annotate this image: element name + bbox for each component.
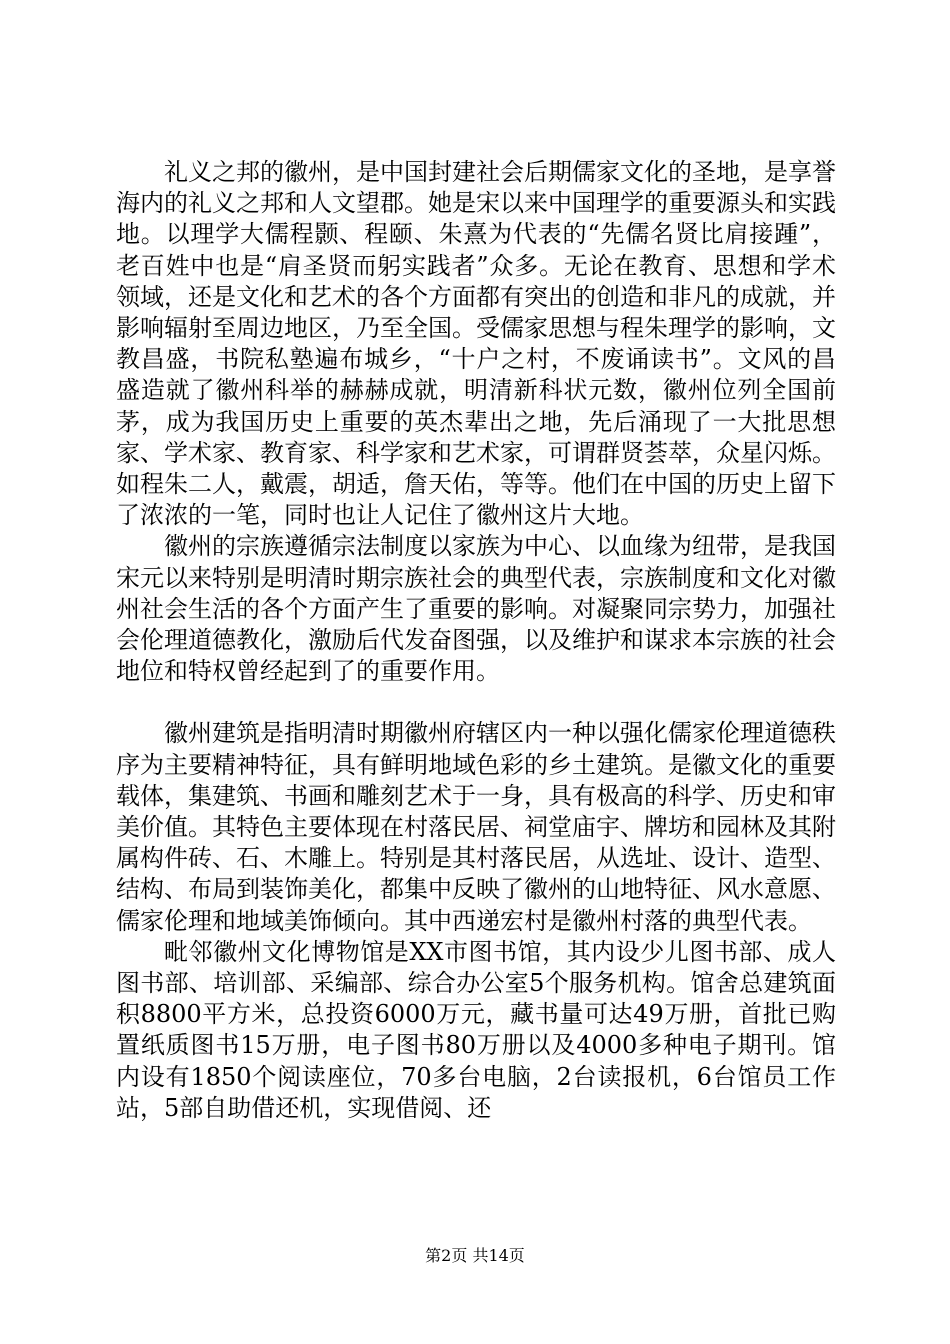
page-footer: [0, 1246, 950, 1266]
page-number-label: 第2页 共14页: [425, 1246, 525, 1265]
body-text: [116, 157, 836, 1124]
paragraph-clan: 徽州的宗族遵循宗法制度以家族为中心、以血缘为纽带，是我国宋元以来特别是明清时期宗族社会的典型代表，宗族制度和文化对徽州社会生活的各个方面产生了重要的影响。对凝聚同宗势力，加强社会伦理道德教化，激励后代发奋图强，以及维护和谋求本宗族的社会地位和特权曾经起到了的重要作用。: [116, 532, 836, 686]
paragraph-architecture: 徽州建筑是指明清时期徽州府辖区内一种以强化儒家伦理道德秩序为主要精神特征，具有鲜明地域色彩的乡土建筑。是徽文化的重要载体，集建筑、书画和雕刻艺术于一身，具有极高的科学、历史和审美价值。其特色主要体现在村落民居、祠堂庙宇、牌坊和园林及其附属构件砖、石、木雕上。特别是其村落民居，从选址、设计、造型、结构、布局到装饰美化，都集中反映了徽州的山地特征、风水意愿、儒家伦理和地域美饰倾向。其中西递宏村是徽州村落的典型代表。: [116, 719, 836, 935]
paragraph-spacer: [116, 687, 836, 718]
paragraph-library: 毗邻徽州文化博物馆是XX市图书馆，其内设少儿图书部、成人图书部、培训部、采编部、综合办公室5个服务机构。馆舍总建筑面积8800平方米，总投资6000万元，藏书量可达49万册，首批已购置纸质图书15万册，电子图书80万册以及4000多种电子期刊。馆内设有1850个阅读座位，70多台电脑，2台读报机，6台馆员工作站，5部自助借还机，实现借阅、还: [116, 937, 836, 1122]
paragraph-etiquette: 礼义之邦的徽州，是中国封建社会后期儒家文化的圣地，是享誉海内的礼义之邦和人文望郡。她是宋以来中国理学的重要源头和实践地。以理学大儒程颢、程颐、朱熹为代表的“先儒名贤比肩接踵”，老百姓中也是“肩圣贤而躬实践者”众多。无论在教育、思想和学术领域，还是文化和艺术的各个方面都有突出的创造和非凡的成就，并影响辐射至周边地区，乃至全国。受儒家思想与程朱理学的影响，文教昌盛，书院私塾遍布城乡，“十户之村，不废诵读书”。文风的昌盛造就了徽州科举的赫赫成就，明清新科状元数，徽州位列全国前茅，成为我国历史上重要的英杰辈出之地，先后涌现了一大批思想家、学术家、教育家、科学家和艺术家，可谓群贤荟萃，众星闪烁。如程朱二人，戴震，胡适，詹天佑，等等。他们在中国的历史上留下了浓浓的一笔，同时也让人记住了徽州这片大地。: [116, 158, 836, 530]
